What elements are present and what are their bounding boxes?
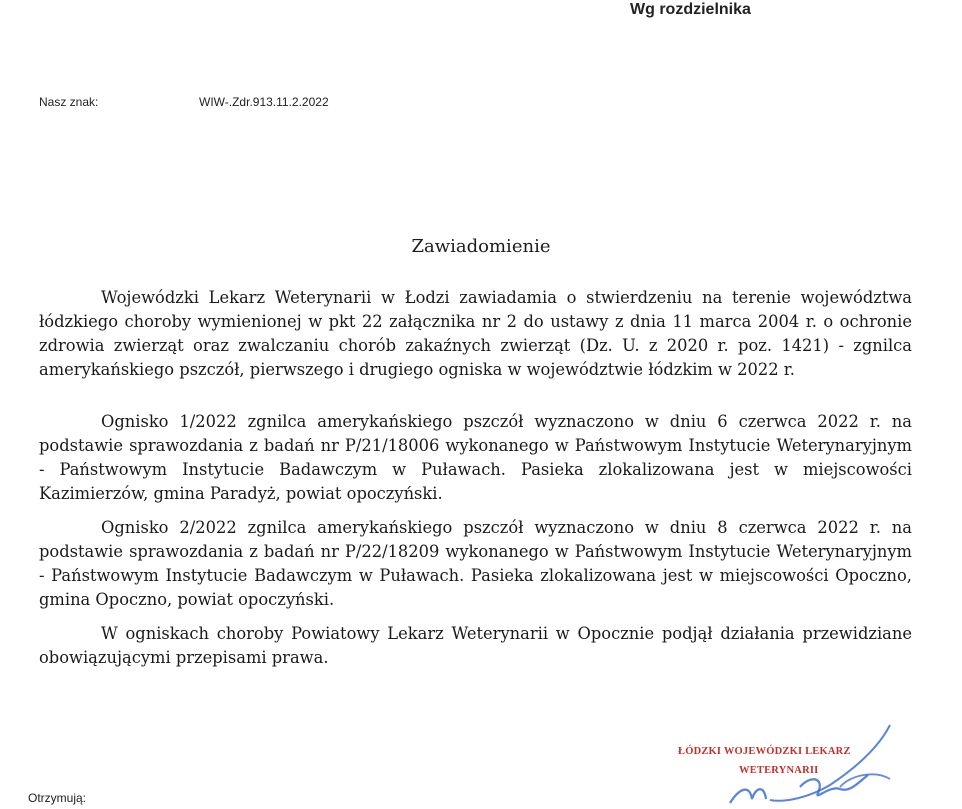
signature: [690, 715, 940, 809]
distribution-label: Otrzymują:: [28, 791, 87, 805]
paragraph-actions: W ogniskach choroby Powiatowy Lekarz Weterynarii w Opocznie podjął działania przewidziane obowiązującymi przepisami prawa.: [39, 624, 912, 667]
reference-label: Nasz znak:: [39, 95, 99, 109]
paragraph-outbreak-1: Ognisko 1/2022 zgnilca amerykańskiego pszczół wyznaczono w dniu 6 czerwca 2022 r. na podstawie sprawozdania z badań nr P/21/18006 wykonanego w Państwowym Instytucie Weterynaryjnym - Państwowym Instytucie Badawczym w Puławach. Pasieka zlokalizowana jest w miejscowości Kazimierzów, gmina Paradyż, powiat opoczyński.: [39, 412, 912, 503]
paragraph-announcement: Wojewódzki Lekarz Weterynarii w Łodzi zawiadamia o stwierdzeniu na terenie województwa łódzkiego choroby wymienionej w pkt 22 załącznika nr 2 do ustawy z dnia 11 marca 2004 r. o ochronie zdrowia zwierząt oraz zwalczaniu chorób zakaźnych zwierząt (Dz. U. z 2020 r. poz. 1421) - zgnilca amerykańskiego pszczół, pierwszego i drugiego ogniska w województwie łódzkim w 2022 r.: [39, 288, 912, 379]
handwritten-signature-icon: [690, 715, 940, 805]
paragraph-outbreak-2: Ognisko 2/2022 zgnilca amerykańskiego pszczół wyznaczono w dniu 8 czerwca 2022 r. na podstawie sprawozdania z badań nr P/22/18209 wykonanego w Państwowym Instytucie Weterynaryjnym - Państwowym Instytucie Badawczym w Puławach. Pasieka zlokalizowana jest w miejscowości Opoczno, gmina Opoczno, powiat opoczyński.: [39, 518, 912, 609]
recipient-line: Wg rozdzielnika: [630, 1, 751, 18]
official-stamp-line1: ŁÓDZKI WOJEWÓDZKI LEKARZ: [678, 746, 851, 757]
reference-number: WIW-.Zdr.913.11.2.2022: [199, 95, 329, 109]
document-title: Zawiadomienie: [411, 236, 551, 257]
official-stamp-line2: WETERYNARII: [739, 765, 819, 776]
